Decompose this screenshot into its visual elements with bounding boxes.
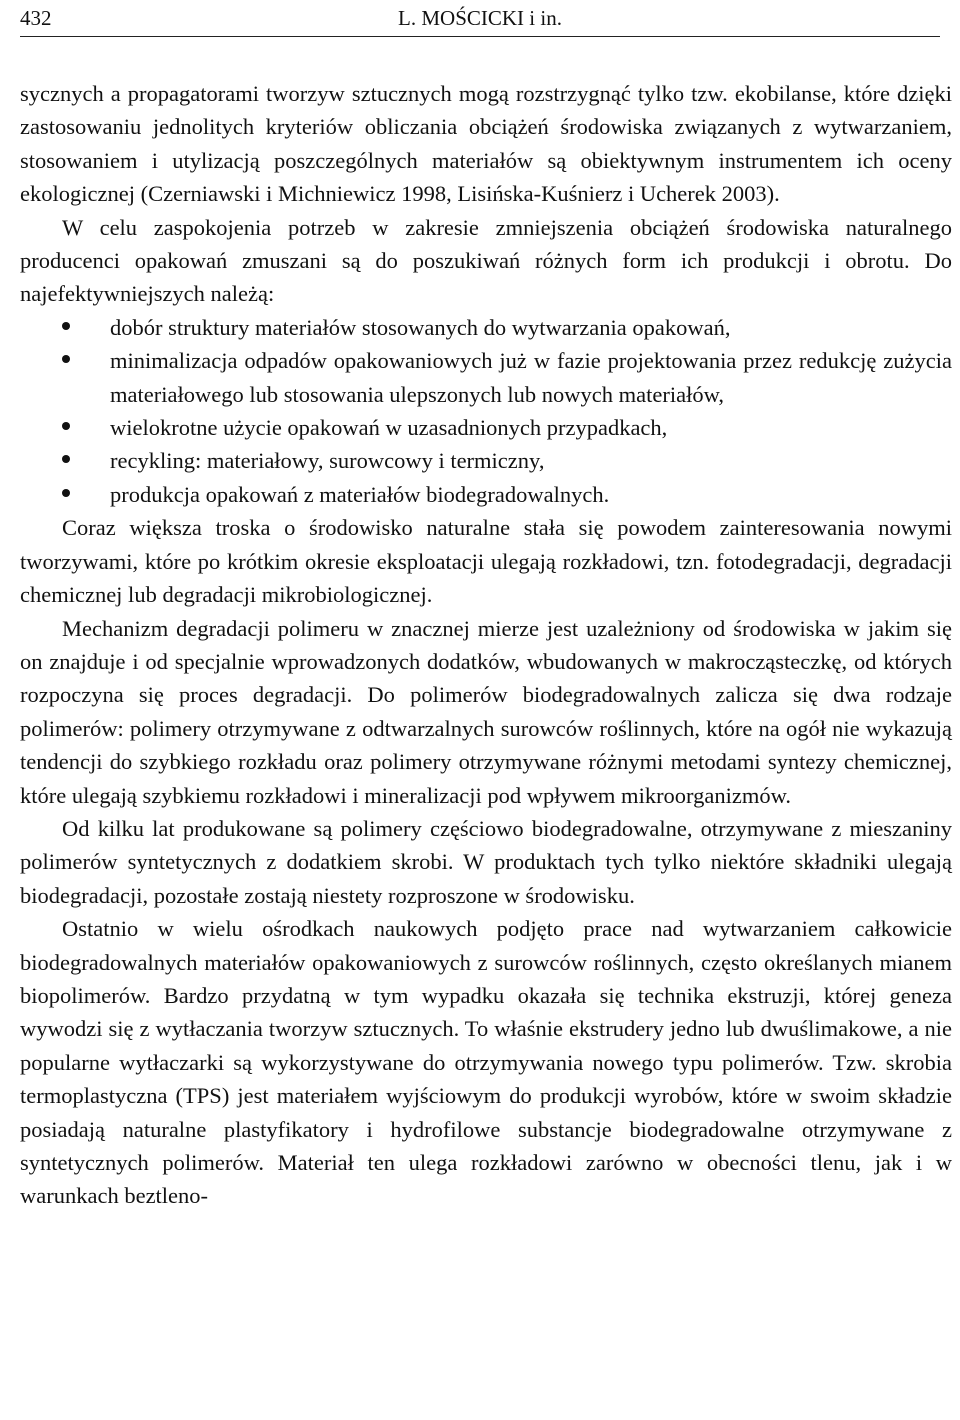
bullet-item xyxy=(20,411,952,444)
bullet-icon xyxy=(62,455,70,463)
page-header xyxy=(20,2,940,37)
bullet-text: wielokrotne użycie opakowań w uzasadnionych przypadkach, xyxy=(110,415,668,441)
paragraph: W celu zaspokojenia potrzeb w zakresie zmniejszenia obciążeń środowiska naturalnego producenci opakowań zmuszani są do poszukiwań różnych form ich produkcji i obrotu. Do najefektywniejszych należą: xyxy=(20,214,952,307)
bullet-text: recykling: materiałowy, surowcowy i termiczny, xyxy=(110,448,545,474)
bullet-icon xyxy=(62,422,70,430)
bullet-list xyxy=(20,311,952,511)
running-head: L. MOŚCICKI i in. xyxy=(398,6,562,30)
bullet-item xyxy=(20,344,952,411)
bullet-text: dobór struktury materiałów stosowanych do wytwarzania opakowań, xyxy=(110,314,731,340)
bullet-item xyxy=(20,478,952,511)
paragraph: sycznych a propagatorami tworzyw sztucznych mogą rozstrzygnąć tylko tzw. ekobilanse, które dzięki zastosowaniu jednolitych kryteriów obliczania obciążeń środowiska związanych z wytwarzaniem, stosowaniem i utylizacją poszczególnych materiałów są obiektywnym instrumentem ich oceny ekologicznej (Czerniawski i Michniewicz 1998, Lisińska-Kuśnierz i Ucherek 2003). xyxy=(20,81,952,207)
paragraph: Mechanizm degradacji polimeru w znacznej mierze jest uzależniony od środowiska w jakim się on znajduje i od specjalnie wprowadzonych dodatków, wbudowanych w makrocząsteczkę, od których rozpoczyna się proces degradacji. Do polimerów biodegradowalnych zalicza się dwa rodzaje polimerów: polimery otrzymywane z odtwarzalnych surowców roślinnych, które na ogół nie wykazują tendencji do szybkiego rozkładu oraz polimery otrzymywane różnymi metodami syntezy chemicznej, które ulegają szybkiemu rozkładowi i mineralizacji pod wpływem mikroorganizmów. xyxy=(20,615,952,808)
paragraph: Od kilku lat produkowane są polimery częściowo biodegradowalne, otrzymywane z mieszaniny polimerów syntetycznych z dodatkiem skrobi. W produktach tych tylko niektóre składniki ulegają biodegradacji, pozostałe zostają niestety rozproszone w środowisku. xyxy=(20,815,952,908)
paragraph: Ostatnio w wielu ośrodkach naukowych podjęto prace nad wytwarzaniem całkowicie biodegradowalnych materiałów opakowaniowych z surowców roślinnych, często określanych mianem biopolimerów. Bardzo przydatną w tym wypadku okazała się technika ekstruzji, której geneza wywodzi się z wytłaczania tworzyw sztucznych. To właśnie ekstrudery jedno lub dwuślimakowe, a nie popularne wytłaczarki są wykorzystywane do otrzymywania nowego typu polimerów. Tzw. skrobia termoplastyczna (TPS) jest materiałem wyjściowym do produkcji wyrobów, które w swoim składzie posiadają naturalne plastyfikatory i hydrofilowe substancje biodegradowalne otrzymywane z syntetycznych polimerów. Materiał ten ulega rozkładowi zarówno w obecności tlenu, jak i w warunkach beztleno- xyxy=(20,916,952,1209)
bullet-item xyxy=(20,444,952,477)
bullet-text: minimalizacja odpadów opakowaniowych już w fazie projektowania przez redukcję zużycia materiałowego lub stosowania ulepszonych lub nowych materiałów, xyxy=(110,348,952,407)
bullet-text: produkcja opakowań z materiałów biodegradowalnych. xyxy=(110,481,610,507)
paragraph: Coraz większa troska o środowisko naturalne stała się powodem zainteresowania nowymi tworzywami, które po krótkim okresie eksploatacji ulegają rozkładowi, tzn. fotodegradacji, degradacji chemicznej lub degradacji mikrobiologicznej. xyxy=(20,515,952,608)
bullet-icon xyxy=(62,489,70,497)
body-text xyxy=(20,77,952,1213)
bullet-item xyxy=(20,311,952,344)
bullet-icon xyxy=(62,355,70,363)
page-number: 432 xyxy=(20,6,52,30)
bullet-icon xyxy=(62,322,70,330)
